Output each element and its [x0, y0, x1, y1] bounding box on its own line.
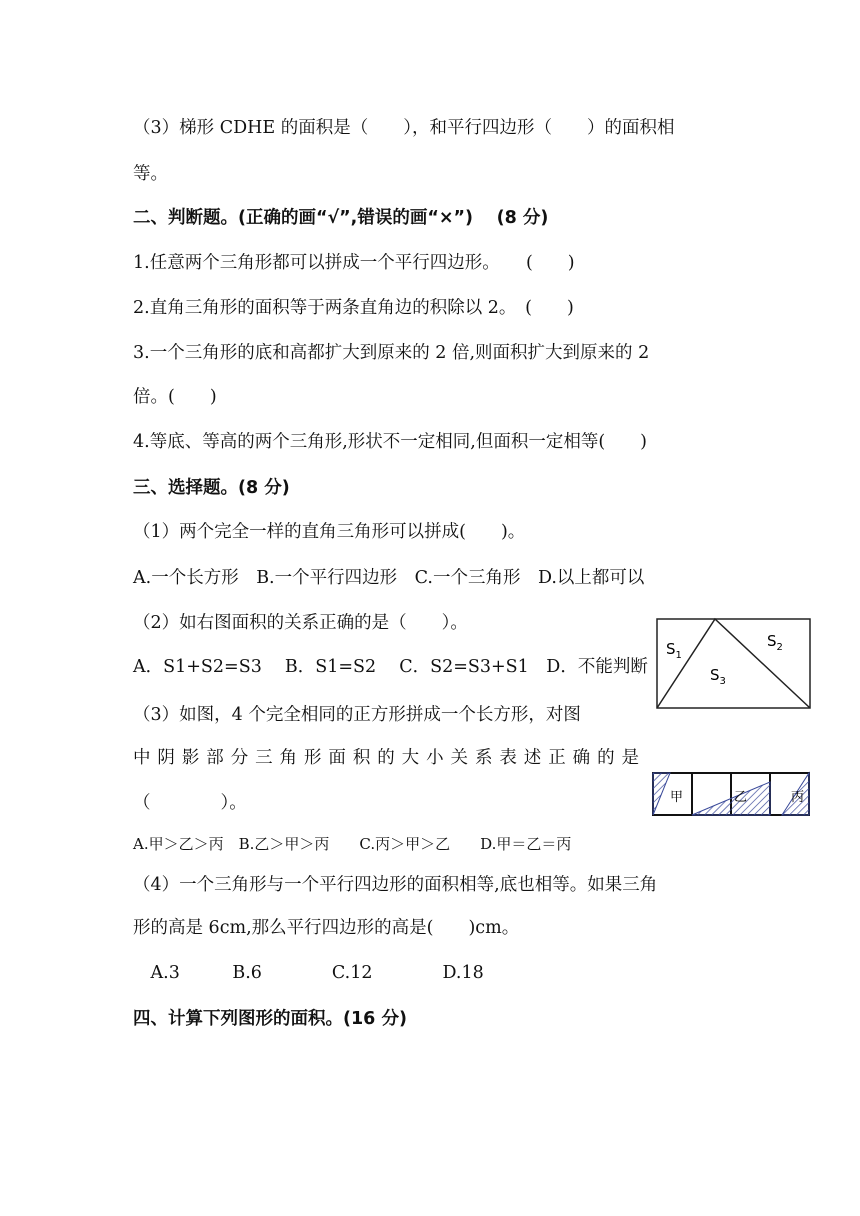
section2-item-4: 4.等底、等高的两个三角形,形状不一定相同,但面积一定相等( )	[133, 432, 647, 452]
section3-q4-line1: （4）一个三角形与一个平行四边形的面积相等,底也相等。如果三角	[133, 875, 658, 895]
section3-q2: （2）如右图面积的关系正确的是（ ）。	[133, 613, 468, 633]
section2-item-2: 2.直角三角形的面积等于两条直角边的积除以 2。 ( )	[133, 298, 574, 318]
section2-item-3: 3.一个三角形的底和高都扩大到原来的 2 倍,则面积扩大到原来的 2	[133, 343, 650, 363]
label-bing: 丙	[791, 790, 805, 805]
section3-title: 三、选择题。(8 分)	[133, 478, 290, 498]
figure-triangle	[657, 619, 810, 708]
area-figure-s	[654, 616, 814, 712]
shaded-triangle-jia	[653, 773, 670, 815]
part1-q3-line1: （3）梯形 CDHE 的面积是（ ），和平行四边形（ ）的面积相	[133, 118, 675, 138]
section2-item-3-cont: 倍。( )	[133, 387, 217, 407]
section3-q4-line2: 形的高是 6cm,那么平行四边形的高是( )cm。	[133, 918, 520, 938]
label-s2: $S_2$	[767, 632, 783, 653]
section3-q3-options: A.甲＞乙＞丙 B.乙＞甲＞丙 C.丙＞甲＞乙 D.甲＝乙＝丙	[133, 835, 572, 853]
section3-q3-line3: （ ）。	[133, 793, 247, 813]
squares-figure	[650, 770, 812, 818]
section3-q4-options: A.3 B.6 C.12 D.18	[133, 963, 484, 983]
label-jia: 甲	[670, 790, 684, 805]
section3-q1-options: A.一个长方形 B.一个平行四边形 C.一个三角形 D.以上都可以	[133, 568, 645, 588]
section3-q2-options: A．S1+S2=S3 B．S1=S2 C．S2=S3+S1 D．不能判断	[133, 657, 648, 677]
label-s3: $S_3$	[710, 666, 726, 687]
label-yi: 乙	[734, 790, 748, 805]
section4-title: 四、计算下列图形的面积。(16 分)	[133, 1009, 407, 1029]
label-s1: $S_1$	[666, 640, 682, 661]
part1-q3-line2: 等。	[133, 164, 168, 184]
section3-q3-line1: （3）如图，4 个完全相同的正方形拼成一个长方形，对图	[133, 705, 581, 725]
figure-rectangle	[657, 619, 810, 708]
section2-title: 二、判断题。(正确的画“√”,错误的画“×”) (8 分)	[133, 208, 549, 228]
section3-q1: （1）两个完全一样的直角三角形可以拼成( )。	[133, 522, 526, 542]
section3-q3-line2: 中阴影部分三角形面积的大小关系表述正确的是	[133, 748, 639, 768]
section2-item-1: 1.任意两个三角形都可以拼成一个平行四边形。 ( )	[133, 253, 575, 273]
